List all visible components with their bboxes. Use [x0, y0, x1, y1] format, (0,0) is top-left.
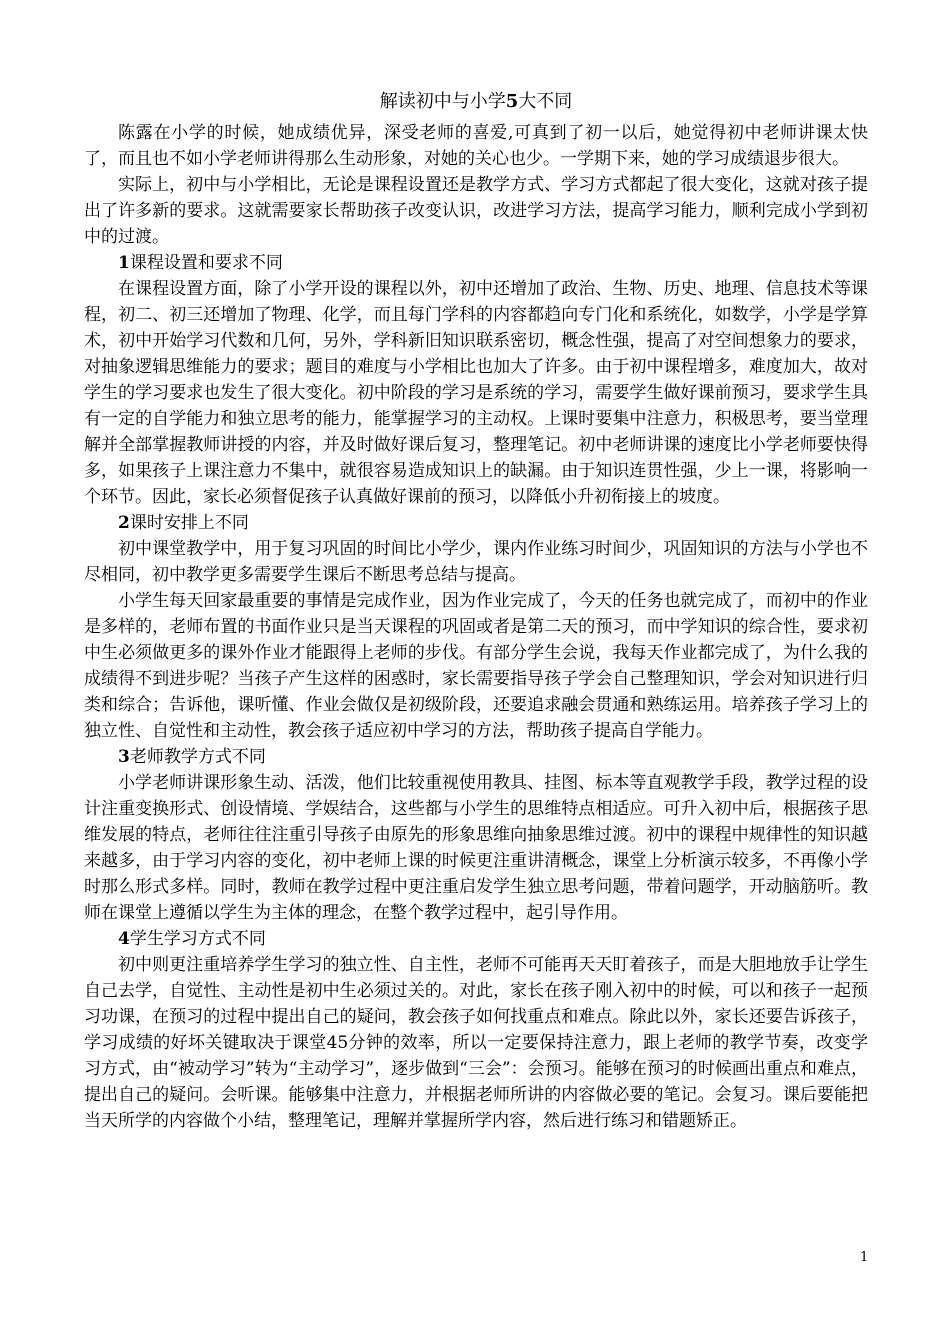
- section-heading-text: 学生学习方式不同: [129, 929, 266, 949]
- section-number: 2: [118, 513, 130, 533]
- section-heading-text: 课时安排上不同: [129, 513, 249, 533]
- body-paragraph: 初中课堂教学中，用于复习巩固的时间比小学少，课内作业练习时间少，巩固知识的方法与小学也不尽相同，初中教学更多需要学生课后不断思考总结与提高。: [84, 539, 868, 585]
- section-number: 3: [118, 747, 130, 767]
- document-title: [84, 88, 868, 116]
- section-heading: [84, 510, 868, 536]
- intro-paragraph: 陈露在小学的时候，她成绩优异，深受老师的喜爱,可真到了初一以后，她觉得初中老师讲课太快了，而且也不如小学老师讲得那么生动形象，对她的关心也少。一学期下来，她的学习成绩退步很大。: [84, 123, 868, 169]
- section-number: 4: [118, 929, 130, 949]
- intro-paragraph: 实际上，初中与小学相比，无论是课程设置还是教学方式、学习方式都起了很大变化，这就对孩子提出了许多新的要求。这就需要家长帮助孩子改变认识，改进学习方法，提高学习能力，顺利完成小学到初中的过渡。: [84, 175, 868, 247]
- section-heading-text: 课程设置和要求不同: [129, 253, 283, 273]
- title-suffix: 大不同: [518, 91, 573, 112]
- title-prefix: 解读初中与小学: [379, 91, 506, 112]
- section-number: 1: [118, 253, 130, 273]
- page-number: 1: [860, 1250, 869, 1265]
- body-paragraph: 小学生每天回家最重要的事情是完成作业，因为作业完成了，今天的任务也就完成了，而初中的作业是多样的，老师布置的书面作业只是当天课程的巩固或者是第二天的预习，而中学知识的综合性，要求初中生必须做更多的课外作业才能跟得上老师的步伐。有部分学生会说，我每天作业都完成了，为什么我的成绩得不到进步呢？当孩子产生这样的困惑时，家长需要指导孩子学会自己整理知识，学会对知识进行归类和综合；告诉他，课听懂、作业会做仅是初级阶段，还要追求融会贯通和熟练运用。培养孩子学习上的独立性、自觉性和主动性，教会孩子适应初中学习的方法，帮助孩子提高自学能力。: [84, 591, 868, 741]
- body-paragraph: 在课程设置方面，除了小学开设的课程以外，初中还增加了政治、生物、历史、地理、信息技术等课程，初二、初三还增加了物理、化学，而且每门学科的内容都趋向专门化和系统化，如数学，小学是学算术，初中开始学习代数和几何，另外，学科新旧知识联系密切，概念性强，提高了对空间想象力的要求，对抽象逻辑思维能力的要求；题目的难度与小学相比也加大了许多。由于初中课程增多，难度加大，故对学生的学习要求也发生了很大变化。初中阶段的学习是系统的学习，需要学生做好课前预习，要求学生具有一定的自学能力和独立思考的能力，能掌握学习的主动权。上课时要集中注意力，积极思考，要当堂理解并全部掌握教师讲授的内容，并及时做好课后复习，整理笔记。初中老师讲课的速度比小学老师要快得多，如果孩子上课注意力不集中，就很容易造成知识上的缺漏。由于知识连贯性强，少上一课，将影响一个环节。因此，家长必须督促孩子认真做好课前的预习，以降低小升初衔接上的坡度。: [84, 279, 868, 507]
- section-heading: [84, 926, 868, 952]
- title-number: 5: [505, 91, 519, 112]
- body-paragraph: 小学老师讲课形象生动、活泼，他们比较重视使用教具、挂图、标本等直观教学手段，教学过程的设计注重变换形式、创设情境、学娱结合，这些都与小学生的思维特点相适应。可升入初中后，根据孩子思维发展的特点，老师往往注重引导孩子由原先的形象思维向抽象思维过渡。初中的课程中规律性的知识越来越多，由于学习内容的变化，初中老师上课的时候更注重讲清概念，课堂上分析演示较多，不再像小学时那么形式多样。同时，教师在教学过程中更注重启发学生独立思考问题，带着问题学，开动脑筋听。教师在课堂上遵循以学生为主体的理念，在整个教学过程中，起引导作用。: [84, 773, 868, 923]
- section-heading: [84, 250, 868, 276]
- body-paragraph: 初中则更注重培养学生学习的独立性、自主性，老师不可能再天天盯着孩子，而是大胆地放手让学生自己去学，自觉性、主动性是初中生必须过关的。对此，家长在孩子刚入初中的时候，可以和孩子一起预习功课，在预习的过程中提出自己的疑问，教会孩子如何找重点和难点。除此以外，家长还要告诉孩子，学习成绩的好坏关键取决于课堂45分钟的效率，所以一定要保持注意力，跟上老师的教学节奏，改变学习方式，由“被动学习”转为“主动学习”，逐步做到“三会”：会预习。能够在预习的时候画出重点和难点，提出自己的疑问。会听课。能够集中注意力，并根据老师所讲的内容做必要的笔记。会复习。课后要能把当天所学的内容做个小结，整理笔记，理解并掌握所学内容，然后进行练习和错题矫正。: [84, 955, 868, 1131]
- document-page: [84, 88, 868, 1134]
- section-heading-text: 老师教学方式不同: [129, 747, 266, 767]
- section-heading: [84, 744, 868, 770]
